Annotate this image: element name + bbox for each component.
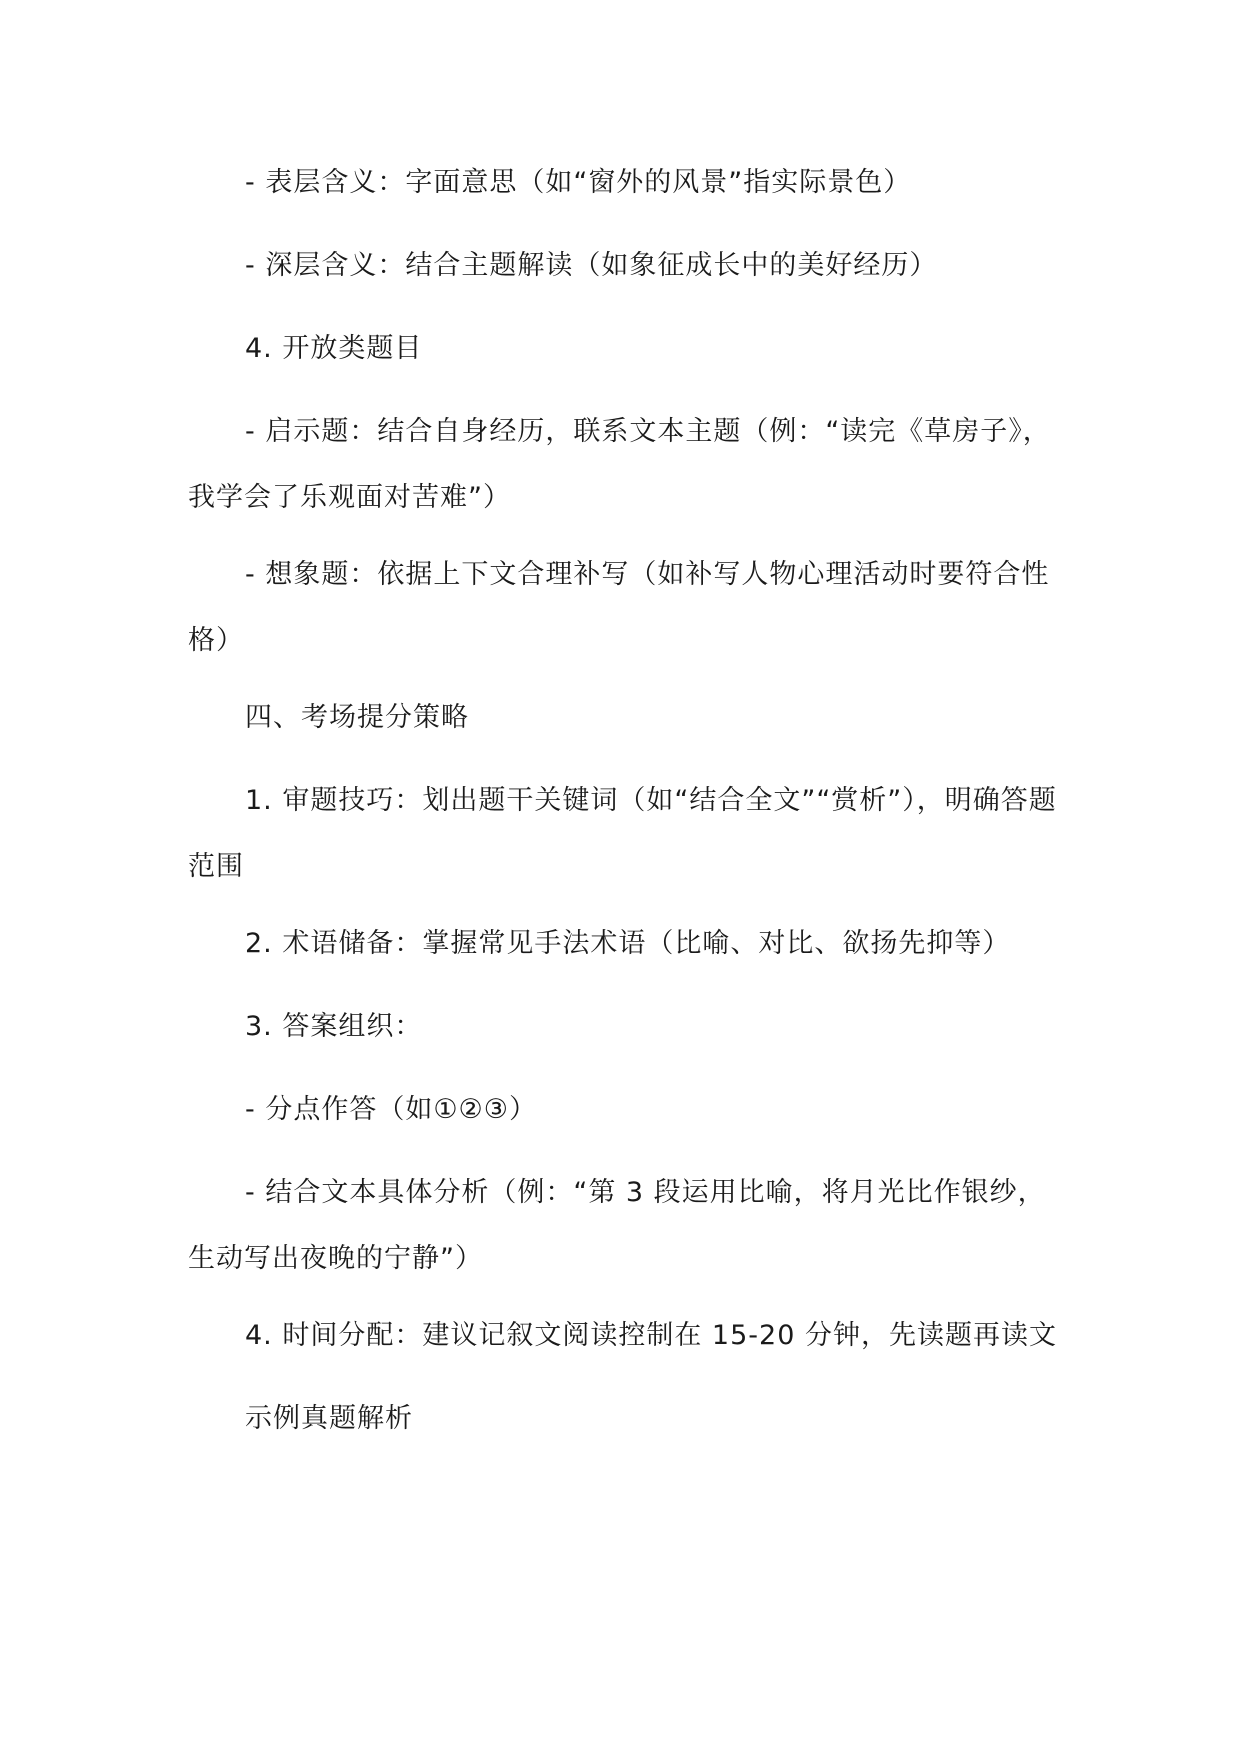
paragraph-deep-meaning: - 深层含义：结合主题解读（如象征成长中的美好经历） bbox=[245, 250, 938, 281]
heading-exam-strategy: 四、考场提分策略 bbox=[245, 702, 469, 733]
paragraph-text-analysis: - 结合文本具体分析（例：“第 3 段运用比喻，将月光比作银纱，生动写出夜晚的宁静”） bbox=[188, 1177, 1046, 1274]
paragraph-point-answers: - 分点作答（如①②③） bbox=[245, 1094, 537, 1125]
heading-open-questions: 4. 开放类题目 bbox=[245, 333, 423, 364]
paragraph-terminology: 2. 术语储备：掌握常见手法术语（比喻、对比、欲扬先抑等） bbox=[245, 928, 1011, 959]
paragraph-reading-skills: 1. 审题技巧：划出题干关键词（如“结合全文”“赏析”），明确答题范围 bbox=[188, 785, 1057, 882]
paragraph-time-allocation: 4. 时间分配：建议记叙文阅读控制在 15-20 分钟，先读题再读文 bbox=[245, 1320, 1057, 1351]
heading-sample-analysis: 示例真题解析 bbox=[245, 1403, 413, 1434]
paragraph-imagination-question: - 想象题：依据上下文合理补写（如补写人物心理活动时要符合性格） bbox=[188, 559, 1050, 656]
heading-answer-organization: 3. 答案组织： bbox=[245, 1011, 423, 1042]
paragraph-surface-meaning: - 表层含义：字面意思（如“窗外的风景”指实际景色） bbox=[245, 167, 912, 198]
paragraph-inspiration-question: - 启示题：结合自身经历，联系文本主题（例：“读完《草房子》，我学会了乐观面对苦难”） bbox=[188, 416, 1051, 513]
